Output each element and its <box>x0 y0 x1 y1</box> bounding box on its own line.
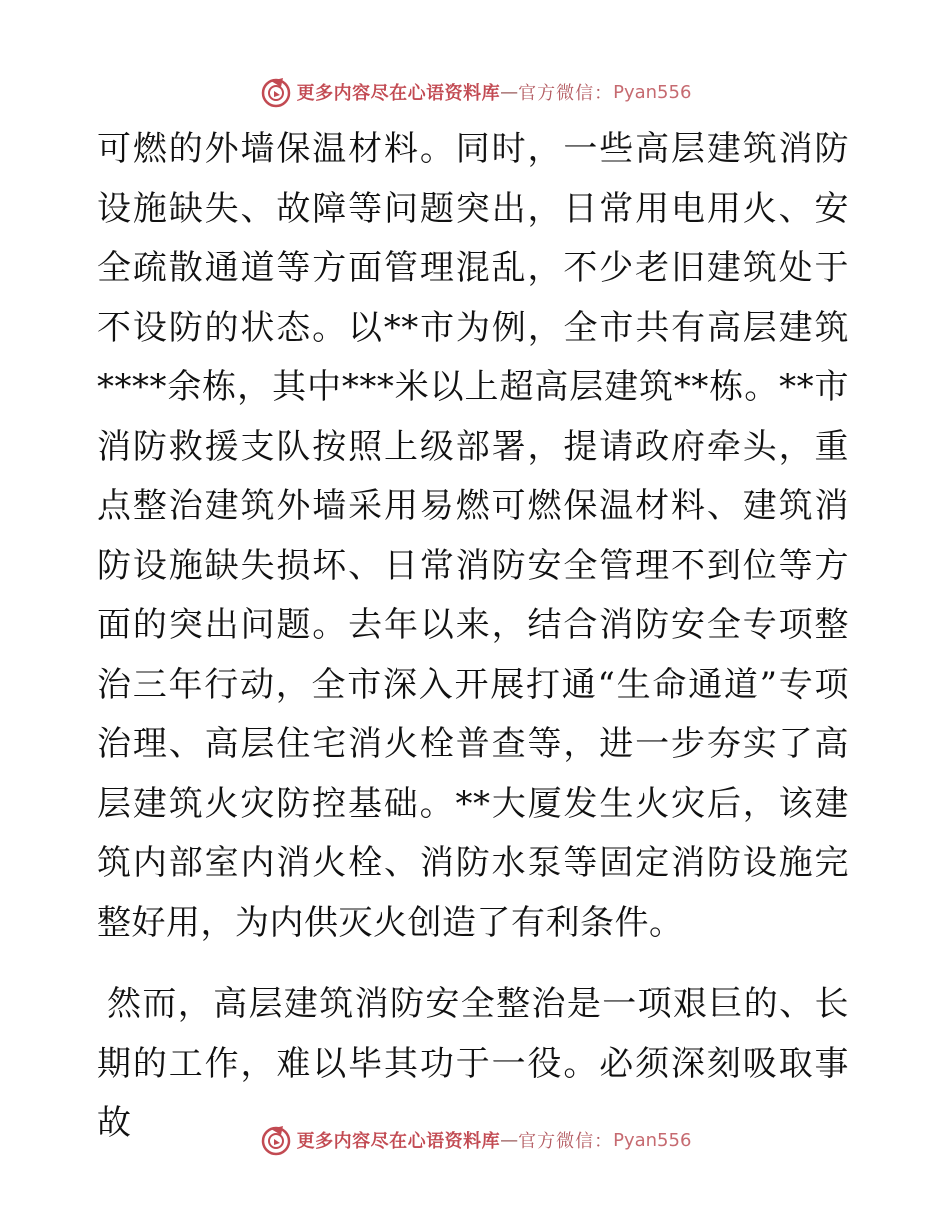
footer-watermark <box>0 1120 950 1160</box>
watermark-library-text: 更多内容尽在心语资料库 <box>296 83 501 104</box>
watermark-separator: — <box>500 81 519 103</box>
paragraph: 然而，高层建筑消防安全整治是一项艰巨的、长期的工作，难以毕其功于一役。必须深刻吸取事故 <box>97 984 849 1143</box>
header-watermark <box>0 72 950 112</box>
watermark-wechat-id: Pyan556 <box>613 81 692 103</box>
watermark-wechat-id: Pyan556 <box>613 1129 692 1151</box>
watermark-wechat-label: 官方微信： <box>518 1131 614 1152</box>
paragraph: 可燃的外墙保温材料。同时，一些高层建筑消防设施缺失、故障等问题突出，日常用电用火、安全疏散通道等方面管理混乱，不少老旧建筑处于不设防的状态。以**市为例，全市共有高层建筑****余栋，其中***米以上超高层建筑**栋。**市消防救援支队按照上级部署，提请政府牵头，重点整治建筑外墙采用易燃可燃保温材料、建筑消防设施缺失损坏、日常消防安全管理不到位等方面的突出问题。去年以来，结合消防安全专项整治三年行动，全市深入开展打通“生命通道”专项治理、高层住宅消火栓普查等，进一步夯实了高层建筑火灾防控基础。**大厦发生火灾后，该建筑内部室内消火栓、消防水泵等固定消防设施完整好用，为内供灭火创造了有利条件。 <box>97 129 849 943</box>
watermark-library-text: 更多内容尽在心语资料库 <box>296 1131 501 1152</box>
document-body <box>97 120 849 1154</box>
logo-icon <box>259 1123 293 1157</box>
watermark-separator: — <box>500 1129 519 1151</box>
logo-icon <box>259 75 293 109</box>
watermark-wechat-label: 官方微信： <box>518 83 614 104</box>
